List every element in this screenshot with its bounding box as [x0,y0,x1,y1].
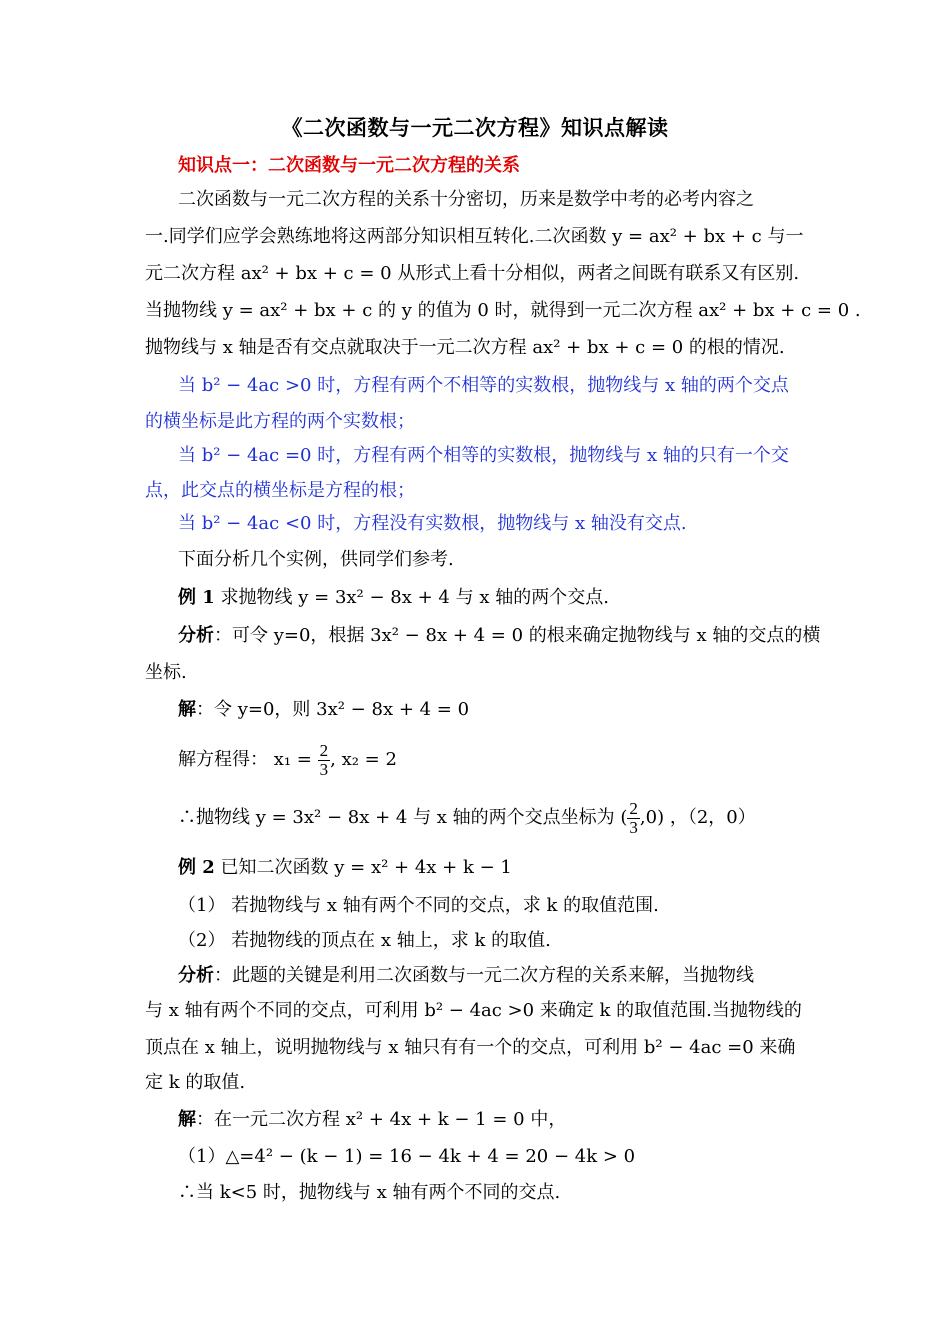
solution-line: （1）△=4² − (k − 1) = 16 − 4k + 4 = 20 − 4k > 0 [178,1146,636,1167]
condition-line: 当 b² − 4ac <0 时，方程没有实数根，抛物线与 x 轴没有交点. [178,513,687,534]
paragraph-line: 当抛物线 y = ax² + bx + c 的 y 的值为 0 时，就得到一元二次方程 ax² + bx + c = 0 . [145,300,861,321]
conclusion-line [178,794,838,842]
analysis-line [178,624,838,648]
fraction [318,742,331,779]
example-label: 例 2 [178,857,215,878]
solution-roots-line [178,736,838,784]
conclusion-line: ∴当 k<5 时，抛物线与 x 轴有两个不同的交点. [178,1182,561,1203]
intro-line: 下面分析几个实例，供同学们参考. [178,549,454,570]
fraction [627,800,640,837]
fraction-numerator: 2 [629,798,638,818]
analysis-line: 定 k 的取值. [145,1072,246,1093]
analysis-text: ：可令 y=0，根据 3x² − 8x + 4 = 0 的根来确定抛物线与 x 轴的交点的横 [214,625,821,646]
fraction-denominator: 3 [319,759,329,779]
condition-line: 点，此交点的横坐标是方程的根； [145,480,415,501]
analysis-line: 坐标. [145,662,187,683]
conclusion-suffix: ,0) ，（2，0） [639,807,756,828]
conclusion-prefix: ∴抛物线 y = 3x² − 8x + 4 与 x 轴的两个交点坐标为 ( [178,807,628,828]
solution-text: ：令 y=0，则 3x² − 8x + 4 = 0 [196,699,470,720]
analysis-line: 与 x 轴有两个不同的交点，可利用 b² − 4ac >0 来确定 k 的取值范围.当抛物线的 [145,1000,802,1021]
section-heading: 知识点一：二次函数与一元二次方程的关系 [178,155,520,176]
paragraph-line: 抛物线与 x 轴是否有交点就取决于一元二次方程 ax² + bx + c = 0 的根的情况. [145,337,785,358]
roots-suffix: , x₂ = 2 [330,749,397,770]
example-text: 已知二次函数 y = x² + 4x + k − 1 [220,857,512,878]
roots-prefix: 解方程得： x₁ = [178,749,318,770]
condition-line: 当 b² − 4ac >0 时，方程有两个不相等的实数根，抛物线与 x 轴的两个交点 [178,375,789,396]
solution-text: ：在一元二次方程 x² + 4x + k − 1 = 0 中， [196,1109,567,1130]
example-2 [178,856,838,880]
question-2: （2） 若抛物线的顶点在 x 轴上，求 k 的取值. [178,930,551,951]
condition-line: 的横坐标是此方程的两个实数根； [145,411,415,432]
analysis-line: 顶点在 x 轴上，说明抛物线与 x 轴只有有一个的交点，可利用 b² − 4ac =0 来确 [145,1037,796,1058]
question-1: （1） 若抛物线与 x 轴有两个不同的交点，求 k 的取值范围. [178,895,659,916]
example-text: 求抛物线 y = 3x² − 8x + 4 与 x 轴的两个交点. [220,587,609,608]
solution-label: 解 [178,699,196,720]
fraction-denominator: 3 [629,817,638,837]
solution-label: 解 [178,1109,196,1130]
example-label: 例 1 [178,587,215,608]
document-title: 《二次函数与一元二次方程》知识点解读 [281,115,669,140]
analysis-label: 分析 [178,625,214,646]
paragraph-line: 元二次方程 ax² + bx + c = 0 从形式上看十分相似，两者之间既有联系又有区别. [145,263,800,284]
paragraph-line: 一.同学们应学会熟练地将这两部分知识相互转化.二次函数 y = ax² + bx + c 与一 [145,226,804,247]
analysis-label: 分析 [178,965,214,986]
analysis-text: ：此题的关键是利用二次函数与一元二次方程的关系来解，当抛物线 [214,965,754,986]
paragraph-line: 二次函数与一元二次方程的关系十分密切，历来是数学中考的必考内容之 [178,189,754,210]
example-1 [178,586,838,610]
solution-line [178,1108,838,1132]
analysis-line [178,964,838,988]
fraction-numerator: 2 [319,740,329,760]
condition-line: 当 b² − 4ac =0 时，方程有两个相等的实数根，抛物线与 x 轴的只有一个交 [178,445,789,466]
solution-line [178,698,838,722]
